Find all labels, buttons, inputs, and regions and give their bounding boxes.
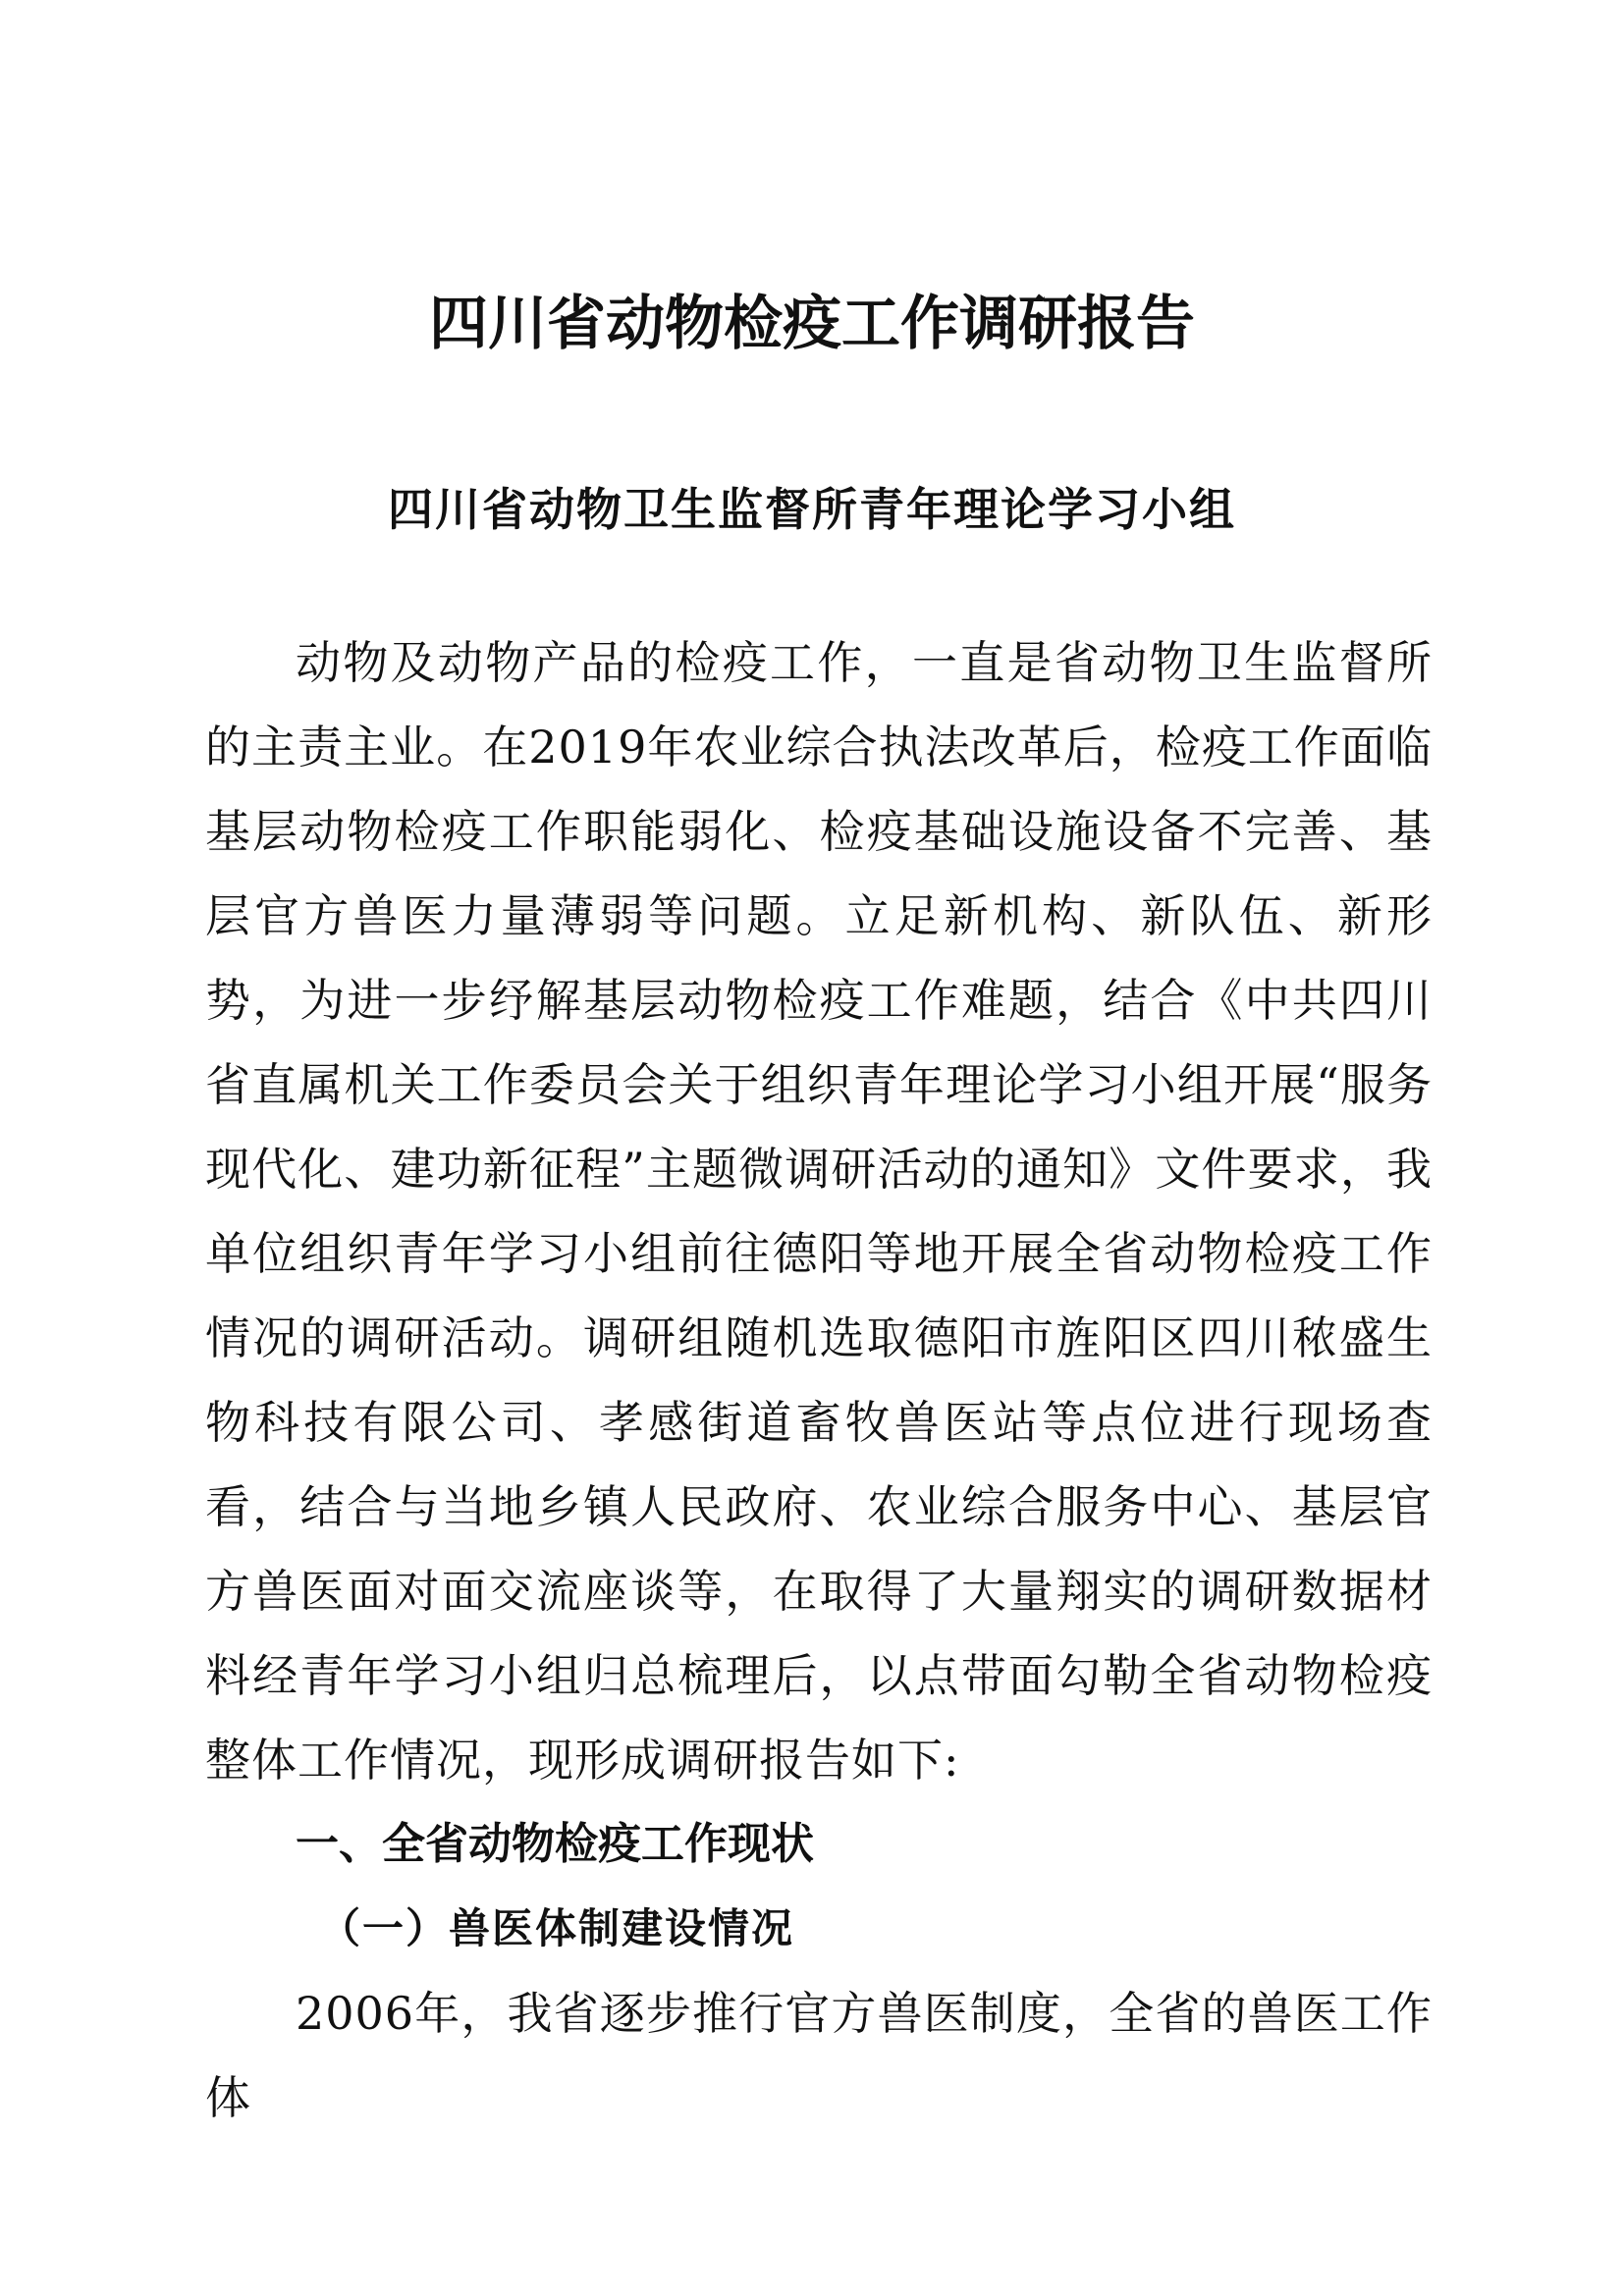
section-heading: 一、全省动物检疫工作现状 [296, 1819, 814, 1869]
document-body [205, 620, 1433, 2140]
subsection-paragraph: 2006年，我省逐步推行官方兽医制度，全省的兽医工作体 [205, 1987, 1433, 2124]
document-author: 四川省动物卫生监督所青年理论学习小组 [388, 483, 1236, 536]
intro-paragraph: 动物及动物产品的检疫工作，一直是省动物卫生监督所的主责主业。在2019年农业综合执法改革后，检疫工作面临基层动物检疫工作职能弱化、检疫基础设施设备不完善、基层官方兽医力量薄弱等问题。立足新机构、新队伍、新形势，为进一步纾解基层动物检疫工作难题，结合《中共四川省直属机关工作委员会关于组织青年理论学习小组开展“服务现代化、建功新征程”主题微调研活动的通知》文件要求，我单位组织青年学习小组前往德阳等地开展全省动物检疫工作情况的调研活动。调研组随机选取德阳市旌阳区四川秾盛生物科技有限公司、孝感街道畜牧兽医站等点位进行现场查看，结合与当地乡镇人民政府、农业综合服务中心、基层官方兽医面对面交流座谈等，在取得了大量翔实的调研数据材料经青年学习小组归总梳理后，以点带面勾勒全省动物检疫整体工作情况，现形成调研报告如下: [205, 636, 1433, 1787]
document-title: 四川省动物检疫工作调研报告 [429, 290, 1195, 358]
subsection-heading: （一）兽医体制建设情况 [319, 1904, 795, 1952]
